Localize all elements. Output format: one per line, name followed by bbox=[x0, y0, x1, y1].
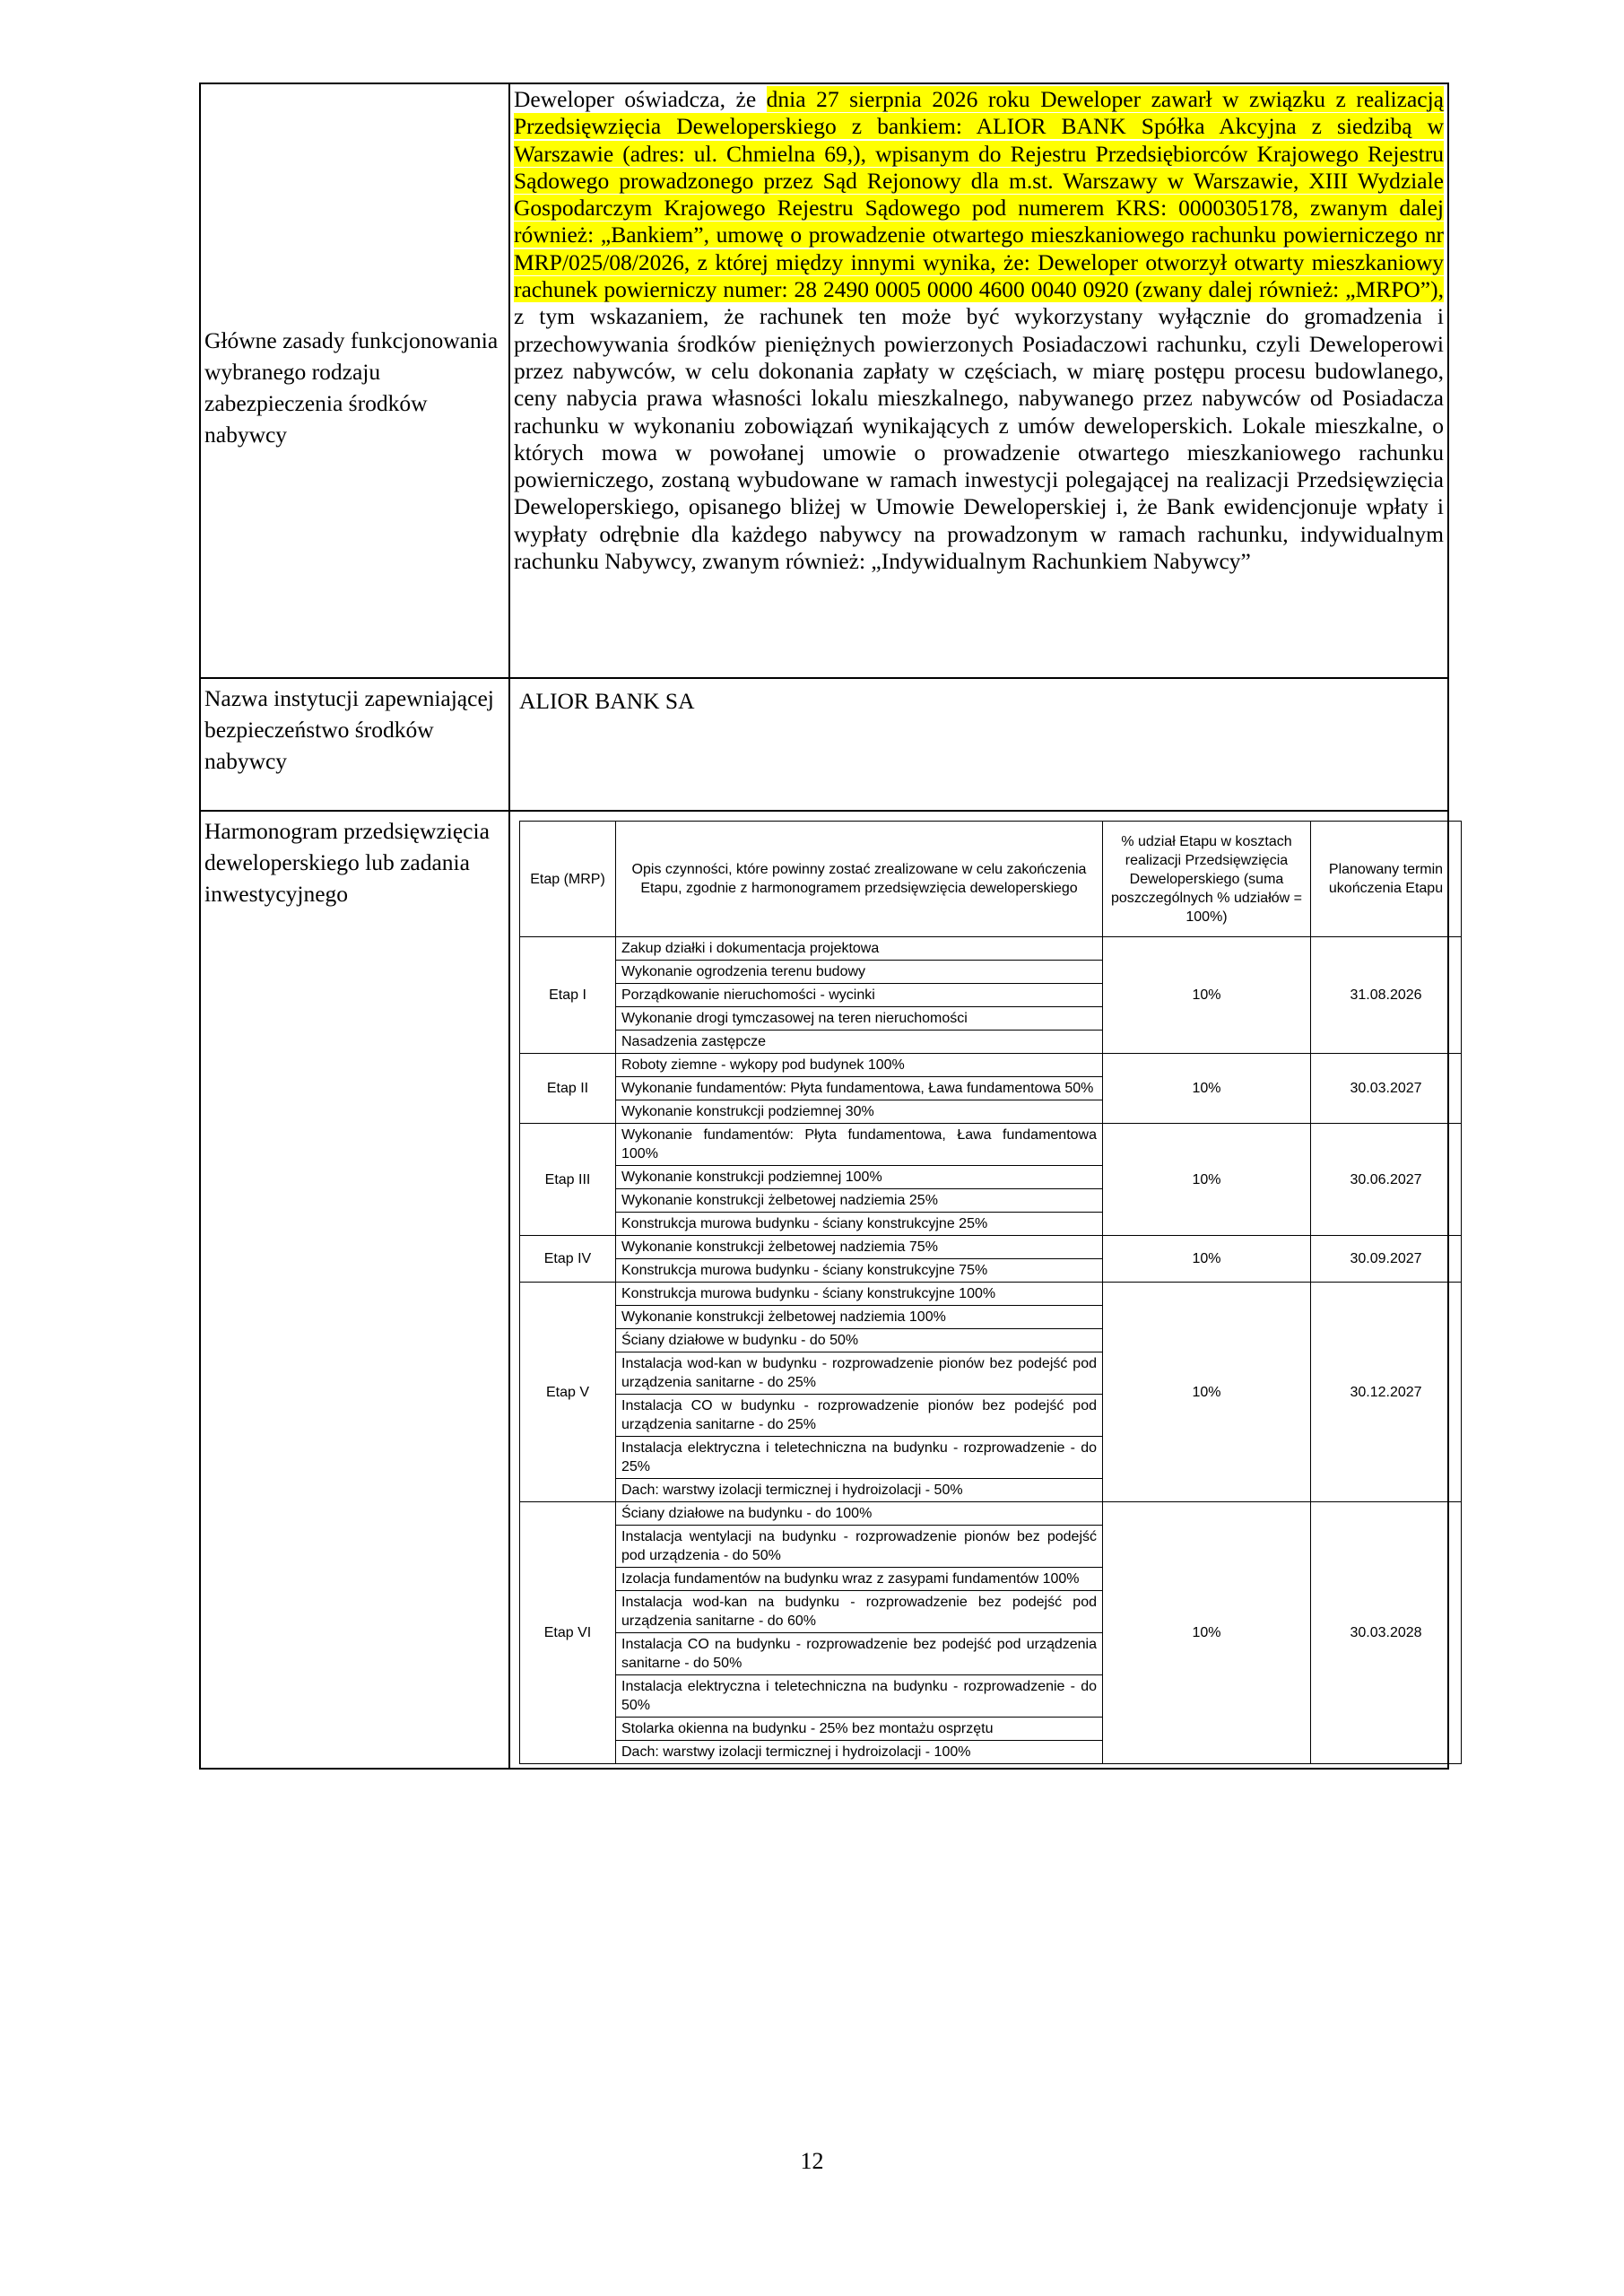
text-after-highlight: z tym wskazaniem, że rachunek ten może być wykorzystany wyłącznie do gromadzenia i przechowywania środków pieniężnych powierzonych Posiadaczowi rachunku, czyli Deweloperowi przez nabywców, w celu dokonania zapłaty w częściach, w miarę postępu procesu budowlanego, ceny nabycia prawa własności lokalu mieszkalnego, nabywanego przez nabywców od Posiadacza rachunku w wykonaniu zobowiązań wynikających z umów deweloperskich. Lokale mieszkalne, o których mowa w powołanej umowie o prowadzenie otwartego mieszkaniowego rachunku powierniczego, zostaną wybudowane w ramach inwestycji polegającej na realizacji Przedsięwzięcia Deweloperskiego, opisanego bliżej w Umowie Deweloperskiej i, że Bank ewidencjonuje wpłaty i wypłaty odrębnie dla każdego nabywcy na prowadzonym w ramach rachunku, indywidualnym rachunku Nabywcy, zwanym również: „Indywidualnym Rachunkiem Nabywcy” bbox=[514, 303, 1444, 575]
header-deadline: Planowany termin ukończenia Etapu bbox=[1311, 822, 1462, 937]
schedule-cell bbox=[509, 811, 1448, 1769]
task-description: Konstrukcja murowa budynku - ściany konstrukcyjne 100% bbox=[616, 1283, 1103, 1306]
task-description: Wykonanie konstrukcji żelbetowej nadziemia 100% bbox=[616, 1306, 1103, 1329]
stage-name: Etap IV bbox=[520, 1236, 616, 1283]
institution-value: ALIOR BANK SA bbox=[519, 688, 695, 714]
stage-name: Etap V bbox=[520, 1283, 616, 1502]
page-number: 12 bbox=[800, 2148, 824, 2174]
security-principles-text-cell bbox=[509, 83, 1448, 678]
stage-deadline: 30.12.2027 bbox=[1311, 1283, 1462, 1502]
task-description: Instalacja wentylacji na budynku - rozprowadzenie pionów bez podejść pod urządzenia - do 50% bbox=[616, 1526, 1103, 1568]
schedule-row bbox=[520, 937, 1462, 961]
prospectus-table bbox=[199, 83, 1449, 1770]
task-description: Instalacja elektryczna i teletechniczna na budynku - rozprowadzenie - do 50% bbox=[616, 1675, 1103, 1718]
row-institution bbox=[200, 678, 1448, 811]
header-description: Opis czynności, które powinny zostać zrealizowane w celu zakończenia Etapu, zgodnie z harmonogramem przedsięwzięcia deweloperskiego bbox=[616, 822, 1103, 937]
stage-share: 10% bbox=[1103, 937, 1311, 1054]
stage-deadline: 30.03.2028 bbox=[1311, 1502, 1462, 1764]
task-description: Dach: warstwy izolacji termicznej i hydroizolacji - 50% bbox=[616, 1479, 1103, 1502]
task-description: Roboty ziemne - wykopy pod budynek 100% bbox=[616, 1054, 1103, 1077]
stage-deadline: 30.03.2027 bbox=[1311, 1054, 1462, 1124]
task-description: Wykonanie ogrodzenia terenu budowy bbox=[616, 961, 1103, 984]
task-description: Instalacja CO na budynku - rozprowadzenie bez podejść pod urządzenia sanitarne - do 50% bbox=[616, 1633, 1103, 1675]
stage-name: Etap VI bbox=[520, 1502, 616, 1764]
task-description: Wykonanie konstrukcji podziemnej 30% bbox=[616, 1100, 1103, 1124]
header-stage: Etap (MRP) bbox=[520, 822, 616, 937]
schedule-row bbox=[520, 1054, 1462, 1077]
task-description: Porządkowanie nieruchomości - wycinki bbox=[616, 984, 1103, 1007]
header-share: % udział Etapu w kosztach realizacji Przedsięwzięcia Deweloperskiego (suma poszczególnych % udziałów = 100%) bbox=[1103, 822, 1311, 937]
highlighted-text: dnia 27 sierpnia 2026 roku Deweloper zawarł w związku z realizacją Przedsięwzięcia Deweloperskiego z bankiem: ALIOR BANK Spółka Akcyjna z siedzibą w Warszawie (adres: ul. Chmielna 69,), wpisanym do Rejestru Przedsiębiorców Krajowego Rejestru Sądowego prowadzonego przez Sąd Rejonowy dla m.st. Warszawy w Warszawie, XIII Wydziale Gospodarczym Krajowego Rejestru Sądowego pod numerem KRS: 0000305178, zwanym dalej również: „Bankiem”, umowę o prowadzenie otwartego mieszkaniowego rachunku powierniczego nr MRP/025/08/2026, z której między innymi wynika, że: Deweloper otworzył otwarty mieszkaniowy rachunek powierniczy numer: 28 2490 0005 0000 4600 0040 0920 (zwany dalej również: „MRPO”), bbox=[514, 86, 1444, 303]
task-description: Konstrukcja murowa budynku - ściany konstrukcyjne 75% bbox=[616, 1259, 1103, 1283]
stage-share: 10% bbox=[1103, 1236, 1311, 1283]
schedule-header-row bbox=[520, 822, 1462, 937]
task-description: Wykonanie konstrukcji żelbetowej nadziemia 25% bbox=[616, 1189, 1103, 1213]
schedule-row bbox=[520, 1502, 1462, 1526]
schedule-body bbox=[520, 937, 1462, 1764]
stage-name: Etap I bbox=[520, 937, 616, 1054]
task-description: Ściany działowe na budynku - do 100% bbox=[616, 1502, 1103, 1526]
stage-name: Etap II bbox=[520, 1054, 616, 1124]
security-principles-label-cell bbox=[200, 83, 509, 678]
stage-share: 10% bbox=[1103, 1283, 1311, 1502]
security-principles-text bbox=[510, 84, 1447, 575]
security-principles-label: Główne zasady funkcjonowania wybranego rodzaju zabezpieczenia środków nabywcy bbox=[204, 327, 499, 448]
task-description: Izolacja fundamentów na budynku wraz z zasypami fundamentów 100% bbox=[616, 1568, 1103, 1591]
institution-label: Nazwa instytucji zapewniającej bezpieczeństwo środków nabywcy bbox=[204, 685, 494, 774]
stage-deadline: 31.08.2026 bbox=[1311, 937, 1462, 1054]
institution-value-cell bbox=[509, 678, 1448, 811]
stage-name: Etap III bbox=[520, 1124, 616, 1236]
task-description: Konstrukcja murowa budynku - ściany konstrukcyjne 25% bbox=[616, 1213, 1103, 1236]
task-description: Instalacja wod-kan na budynku - rozprowadzenie bez podejść pod urządzenia sanitarne - do 60% bbox=[616, 1591, 1103, 1633]
text-before-highlight: Deweloper oświadcza, że bbox=[514, 86, 767, 112]
schedule-row bbox=[520, 1124, 1462, 1166]
task-description: Instalacja elektryczna i teletechniczna na budynku - rozprowadzenie - do 25% bbox=[616, 1437, 1103, 1479]
task-description: Wykonanie konstrukcji podziemnej 100% bbox=[616, 1166, 1103, 1189]
schedule-row bbox=[520, 1236, 1462, 1259]
task-description: Wykonanie konstrukcji żelbetowej nadziemia 75% bbox=[616, 1236, 1103, 1259]
task-description: Instalacja wod-kan w budynku - rozprowadzenie pionów bez podejść pod urządzenia sanitarne - do 25% bbox=[616, 1352, 1103, 1395]
stage-deadline: 30.09.2027 bbox=[1311, 1236, 1462, 1283]
task-description: Stolarka okienna na budynku - 25% bez montażu osprzętu bbox=[616, 1718, 1103, 1741]
task-description: Instalacja CO w budynku - rozprowadzenie pionów bez podejść pod urządzenia sanitarne - do 25% bbox=[616, 1395, 1103, 1437]
schedule-table bbox=[519, 821, 1462, 1764]
task-description: Nasadzenia zastępcze bbox=[616, 1031, 1103, 1054]
institution-label-cell bbox=[200, 678, 509, 811]
stage-share: 10% bbox=[1103, 1502, 1311, 1764]
row-security-principles bbox=[200, 83, 1448, 678]
schedule-label-cell bbox=[200, 811, 509, 1769]
task-description: Wykonanie drogi tymczasowej na teren nieruchomości bbox=[616, 1007, 1103, 1031]
task-description: Dach: warstwy izolacji termicznej i hydroizolacji - 100% bbox=[616, 1741, 1103, 1764]
schedule-label: Harmonogram przedsięwzięcia deweloperskiego lub zadania inwestycyjnego bbox=[204, 818, 490, 907]
task-description: Wykonanie fundamentów: Płyta fundamentowa, Ława fundamentowa 100% bbox=[616, 1124, 1103, 1166]
row-schedule bbox=[200, 811, 1448, 1769]
task-description: Zakup działki i dokumentacja projektowa bbox=[616, 937, 1103, 961]
schedule-row bbox=[520, 1283, 1462, 1306]
stage-share: 10% bbox=[1103, 1124, 1311, 1236]
stage-deadline: 30.06.2027 bbox=[1311, 1124, 1462, 1236]
task-description: Wykonanie fundamentów: Płyta fundamentowa, Ława fundamentowa 50% bbox=[616, 1077, 1103, 1100]
stage-share: 10% bbox=[1103, 1054, 1311, 1124]
task-description: Ściany działowe w budynku - do 50% bbox=[616, 1329, 1103, 1352]
